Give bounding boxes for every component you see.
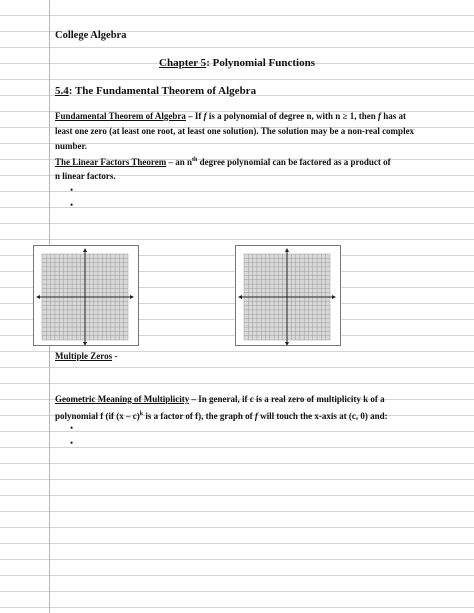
section-separator: : [68, 85, 75, 97]
lft-line-2: n linear factors. [55, 171, 116, 181]
multiple-zeros-heading [55, 351, 117, 362]
geometric-text-d: will touch the x-axis at (c, 0) and: [257, 411, 388, 421]
fta-term: Fundamental Theorem of Algebra [55, 111, 186, 121]
fta-line-1 [55, 111, 406, 122]
coordinate-grid-drawing [236, 246, 340, 345]
fta-line-2: least one zero (at least one root, at least one solution). The solution may be a non-real complex [55, 126, 415, 136]
lft-superscript: th [192, 157, 198, 163]
lft-text-b: degree polynomial can be factored as a product of [197, 157, 391, 167]
fta-f-2: f [377, 111, 381, 121]
coordinate-grid-drawing [34, 246, 138, 345]
course-title: College Algebra [55, 30, 127, 41]
section-name: The Fundamental Theorem of Algebra [74, 85, 257, 97]
geometric-term: Geometric Meaning of Multiplicity [55, 394, 190, 404]
fta-f-1: f [203, 111, 207, 121]
fta-line-3: number. [55, 141, 87, 151]
geometric-line-1 [55, 394, 385, 405]
bullet-point: • [70, 423, 74, 433]
bullet-point: • [70, 185, 74, 195]
coordinate-grid-left [33, 245, 139, 346]
multiple-zeros-suffix: - [112, 351, 118, 361]
section-title [55, 85, 256, 97]
geometric-text-c: is a factor of f), the graph of [143, 411, 255, 421]
lft-line-1 [55, 155, 391, 168]
chapter-separator: : [206, 57, 213, 69]
geometric-superscript: k [139, 411, 144, 417]
lft-term: The Linear Factors Theorem [55, 157, 167, 167]
fta-text-b: is a polynomial of degree n, with n ≥ 1, then [206, 111, 378, 121]
geometric-f: f [254, 411, 258, 421]
fta-text-c: has at [380, 111, 406, 121]
bullet-point: • [70, 200, 74, 210]
bullet-point: • [70, 438, 74, 448]
chapter-name: Polynomial Functions [212, 57, 315, 69]
coordinate-grid-right [235, 245, 341, 346]
fta-text-a: – If [185, 111, 204, 121]
geometric-text-b: polynomial f (if (x – c) [55, 411, 140, 421]
section-number: 5.4 [55, 85, 69, 97]
chapter-label: Chapter 5 [159, 57, 207, 69]
geometric-line-2 [55, 409, 388, 422]
lft-text-a: – an n [166, 157, 193, 167]
chapter-title [0, 57, 474, 69]
geometric-text-a: – In general, if c is a real zero of multiplicity k of a [189, 394, 385, 404]
multiple-zeros-term: Multiple Zeros [55, 351, 113, 361]
